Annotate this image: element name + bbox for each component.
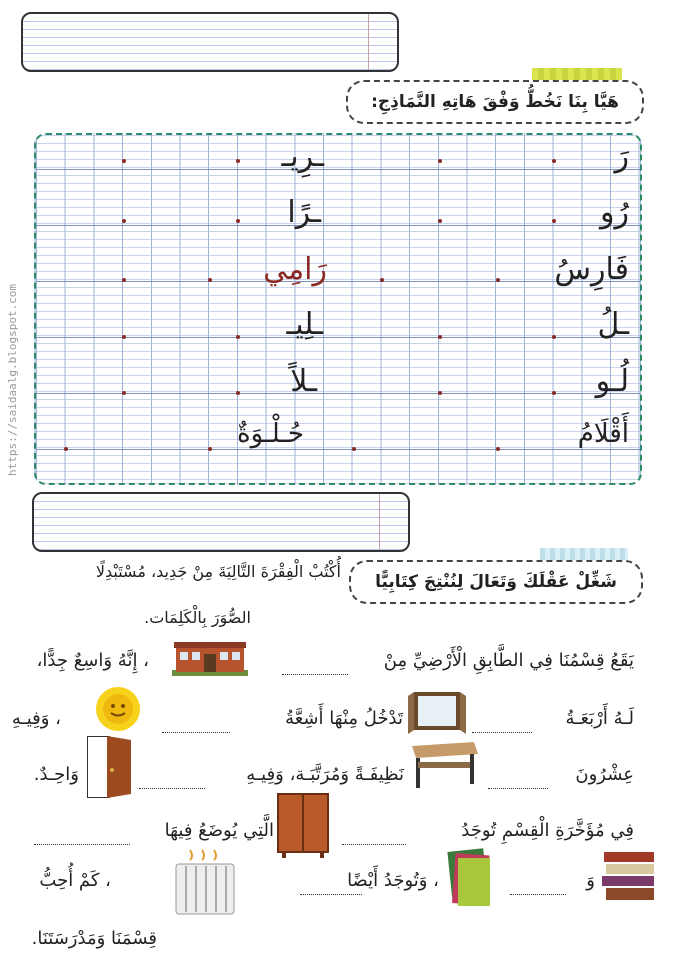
- middle-writing-box[interactable]: [32, 492, 410, 552]
- paragraph-line-4-blank-1[interactable]: [342, 832, 406, 853]
- guide-dot: [122, 391, 126, 395]
- paragraph-line-3c: وَاحِـدٌ.: [33, 764, 79, 785]
- instruction-line-2: الصُّوَرَ بِالْكَلِمَات.: [144, 608, 251, 627]
- paragraph-line-2b: تَدْخُلُ مِنْهَا أَشِعَّةُ: [285, 708, 403, 729]
- handwriting-grid: [34, 133, 642, 485]
- guide-dot: [552, 391, 556, 395]
- paragraph-line-1a: يَقَعُ قِسْمُنَا فِي الطَّابِقِ الْأَرْضِيِّ مِنْ: [383, 650, 634, 671]
- paragraph-line-5a: وَ: [586, 870, 595, 891]
- paragraph-line-2c: ، وَفِيـهِ: [11, 708, 61, 729]
- books-icon: [600, 846, 658, 906]
- instruction-line-1: أُكْتُبْ الْفِقْرَةَ التَّالِيَةَ مِنْ جَدِيد، مُسْتَبْدِلًا: [95, 562, 341, 581]
- guide-dot: [438, 159, 442, 163]
- paragraph-line-1-blank[interactable]: [282, 662, 348, 683]
- model-left-4: ـلِيـ: [286, 307, 323, 342]
- paragraph-line-4b: الَّتِي يُوضَعُ فِيهَا: [164, 820, 274, 841]
- guide-dot: [236, 159, 240, 163]
- writing-task-title: [349, 560, 643, 604]
- model-left-2: ـرًا: [287, 195, 321, 230]
- guide-dot: [352, 447, 356, 451]
- paragraph-line-3-blank-2[interactable]: [139, 776, 205, 797]
- handwriting-title: [346, 80, 644, 124]
- guide-dot: [552, 219, 556, 223]
- paragraph-line-3a: عِشْرُونَ: [575, 764, 634, 785]
- writing-task-title-text: شَغِّلْ عَقْلَكَ وَتَعَالَ لِنُنْتِجَ كِتَابِيًّا: [375, 572, 617, 592]
- window-icon: [408, 688, 466, 734]
- guide-dot: [552, 335, 556, 339]
- model-right-1: رَ: [614, 139, 629, 174]
- paragraph-line-2-blank-1[interactable]: [472, 720, 532, 741]
- guide-dot: [122, 219, 126, 223]
- guide-dot: [236, 219, 240, 223]
- paragraph-line-1b: ، إِنَّهُ وَاسِعٌ جِدًّا،: [36, 650, 149, 671]
- paragraph-line-3b: نَظِيفَـةً وَمُرَتَّبَـة، وَفِيـهِ: [246, 764, 404, 785]
- guide-dot: [122, 159, 126, 163]
- paragraph-line-4-blank-2[interactable]: [34, 832, 130, 853]
- paragraph-line-5b: ، وَتُوجَدُ أَيْضًا: [347, 870, 439, 891]
- paragraph-line-3-blank-1[interactable]: [488, 776, 548, 797]
- paragraph-line-5-blank-1[interactable]: [510, 882, 566, 903]
- model-left-6: حُـلْـوَةٌ: [237, 419, 304, 449]
- paragraph-line-6: قِسْمَنَا وَمَدْرَسَتَنَا.: [31, 928, 157, 949]
- desk-icon: [404, 740, 480, 790]
- top-writing-box[interactable]: [21, 12, 399, 72]
- guide-dot: [438, 391, 442, 395]
- paragraph-line-2-blank-2[interactable]: [162, 720, 230, 741]
- guide-dot: [208, 278, 212, 282]
- model-left-1: ـرِيـ: [281, 139, 324, 174]
- cupboard-icon: [276, 792, 330, 858]
- guide-dot: [438, 335, 442, 339]
- guide-dot: [122, 278, 126, 282]
- guide-dot: [236, 335, 240, 339]
- guide-dot: [438, 219, 442, 223]
- guide-dot: [496, 278, 500, 282]
- guide-dot: [380, 278, 384, 282]
- paragraph-line-5c: ، كَمْ أُحِبُّ: [39, 870, 111, 891]
- model-right-6: أَقْلَامُ: [577, 419, 629, 449]
- watermark: https://saidaalg.blogspot.com: [6, 283, 19, 476]
- model-right-2: رُو: [600, 195, 629, 230]
- paragraph-line-2a: لَـهُ أَرْبَعَـةُ: [565, 708, 634, 729]
- notebooks-icon: [444, 846, 494, 910]
- guide-dot: [64, 447, 68, 451]
- model-left-5: ـلاً: [290, 364, 317, 399]
- guide-dot: [236, 391, 240, 395]
- model-right-5: لُـو: [595, 364, 629, 399]
- sun-icon: [94, 685, 142, 733]
- model-left-3: رَامِي: [263, 252, 327, 287]
- guide-dot: [496, 447, 500, 451]
- guide-dot: [208, 447, 212, 451]
- door-icon: [87, 736, 131, 798]
- heater-icon: [170, 846, 240, 918]
- school-building-icon: [172, 640, 248, 676]
- paragraph-line-5-blank-2[interactable]: [300, 882, 362, 903]
- model-right-4: ـلُ: [597, 307, 629, 342]
- paragraph-line-4a: فِي مُؤَخَّرَةِ الْقِسْمِ تُوجَدُ: [461, 820, 634, 841]
- model-right-3: فَارِسُ: [554, 252, 629, 287]
- handwriting-title-text: هَيَّا بِنَا نَخُطُّ وَفْقَ هَاتِهِ النَّمَاذِجِ:: [371, 92, 619, 112]
- guide-dot: [552, 159, 556, 163]
- guide-dot: [122, 335, 126, 339]
